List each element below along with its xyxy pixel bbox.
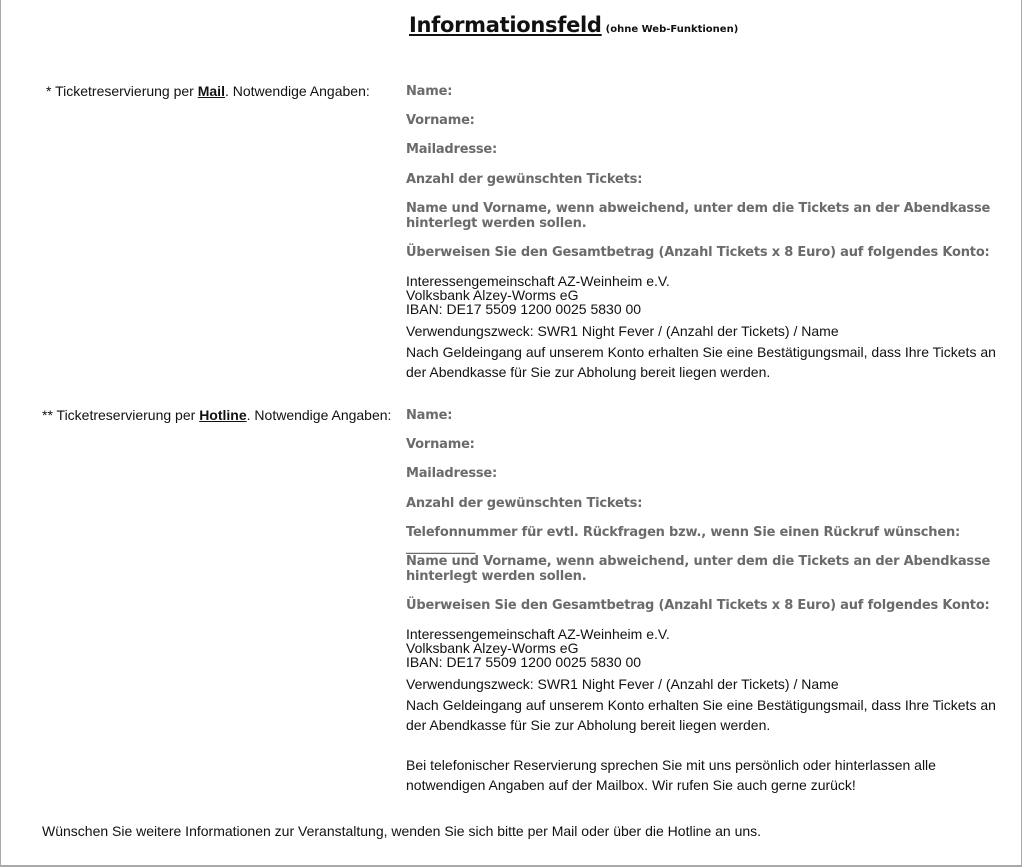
hotline-label-link: Hotline	[199, 407, 247, 423]
mail-field-mailadresse: Mailadresse:	[406, 142, 498, 157]
mail-confirmation: Nach Geldeingang auf unserem Konto erhalten Sie eine Bestätigungsmail, dass Ihre Tickets an der Abendkasse für Sie zur Abholung bereit liegen werden.	[406, 344, 996, 380]
mail-section-label	[46, 83, 370, 99]
hotline-bank-iban: IBAN: DE17 5509 1200 0025 5830 00	[406, 654, 642, 670]
page-subtitle: (ohne Web-Funktionen)	[605, 24, 739, 35]
hotline-field-ticket-count: Anzahl der gewünschten Tickets:	[406, 496, 643, 511]
mail-field-ticket-count: Anzahl der gewünschten Tickets:	[406, 172, 643, 187]
mail-bank-details	[406, 274, 1016, 316]
mail-label-suffix: . Notwendige Angaben:	[224, 83, 370, 99]
mail-purpose: Verwendungszweck: SWR1 Night Fever / (Anzahl der Tickets) / Name	[406, 323, 839, 339]
mail-field-transfer: Überweisen Sie den Gesamtbetrag (Anzahl Tickets x 8 Euro) auf folgendes Konto:	[406, 245, 990, 260]
hotline-section-label	[42, 407, 391, 423]
header	[409, 13, 738, 37]
hotline-field-alt-name: Name und Vorname, wenn abweichend, unter dem die Tickets an der Abendkasse hinterlegt werden sollen.	[406, 554, 991, 584]
page-title: Informationsfeld	[409, 13, 602, 37]
hotline-bank-name: Volksbank Alzey-Worms eG	[406, 640, 579, 656]
mail-label-link: Mail	[197, 83, 225, 99]
hotline-bank-recipient: Interessengemeinschaft AZ-Weinheim e.V.	[406, 626, 670, 642]
footer-note: Wünschen Sie weitere Informationen zur Veranstaltung, wenden Sie sich bitte per Mail oder über die Hotline an uns.	[42, 823, 762, 839]
hotline-label-suffix: . Notwendige Angaben:	[246, 407, 392, 423]
hotline-phone-note: Bei telefonischer Reservierung sprechen Sie mit uns persönlich oder hinterlassen alle notwendigen Angaben auf der Mailbox. Wir rufen Sie auch gerne zurück!	[406, 757, 936, 793]
mail-field-name: Name:	[406, 84, 453, 99]
hotline-label-prefix: ** Ticketreservierung per	[42, 407, 200, 423]
hotline-purpose: Verwendungszweck: SWR1 Night Fever / (Anzahl der Tickets) / Name	[406, 676, 839, 692]
hotline-field-transfer: Überweisen Sie den Gesamtbetrag (Anzahl Tickets x 8 Euro) auf folgendes Konto:	[406, 598, 990, 613]
mail-field-vorname: Vorname:	[406, 113, 475, 128]
mail-field-alt-name: Name und Vorname, wenn abweichend, unter dem die Tickets an der Abendkasse hinterlegt werden sollen.	[406, 201, 991, 231]
hotline-field-phone: Telefonnummer für evtl. Rückfragen bzw., wenn Sie einen Rückruf wünschen: ___________	[406, 525, 961, 555]
hotline-field-mailadresse: Mailadresse:	[406, 466, 498, 481]
hotline-field-vorname: Vorname:	[406, 437, 475, 452]
mail-label-prefix: * Ticketreservierung per	[46, 83, 198, 99]
hotline-bank-details	[406, 627, 1016, 669]
mail-bank-name: Volksbank Alzey-Worms eG	[406, 287, 579, 303]
hotline-confirmation: Nach Geldeingang auf unserem Konto erhalten Sie eine Bestätigungsmail, dass Ihre Tickets an der Abendkasse für Sie zur Abholung bereit liegen werden.	[406, 697, 996, 733]
hotline-field-name: Name:	[406, 408, 453, 423]
mail-bank-iban: IBAN: DE17 5509 1200 0025 5830 00	[406, 301, 642, 317]
mail-bank-recipient: Interessengemeinschaft AZ-Weinheim e.V.	[406, 273, 670, 289]
